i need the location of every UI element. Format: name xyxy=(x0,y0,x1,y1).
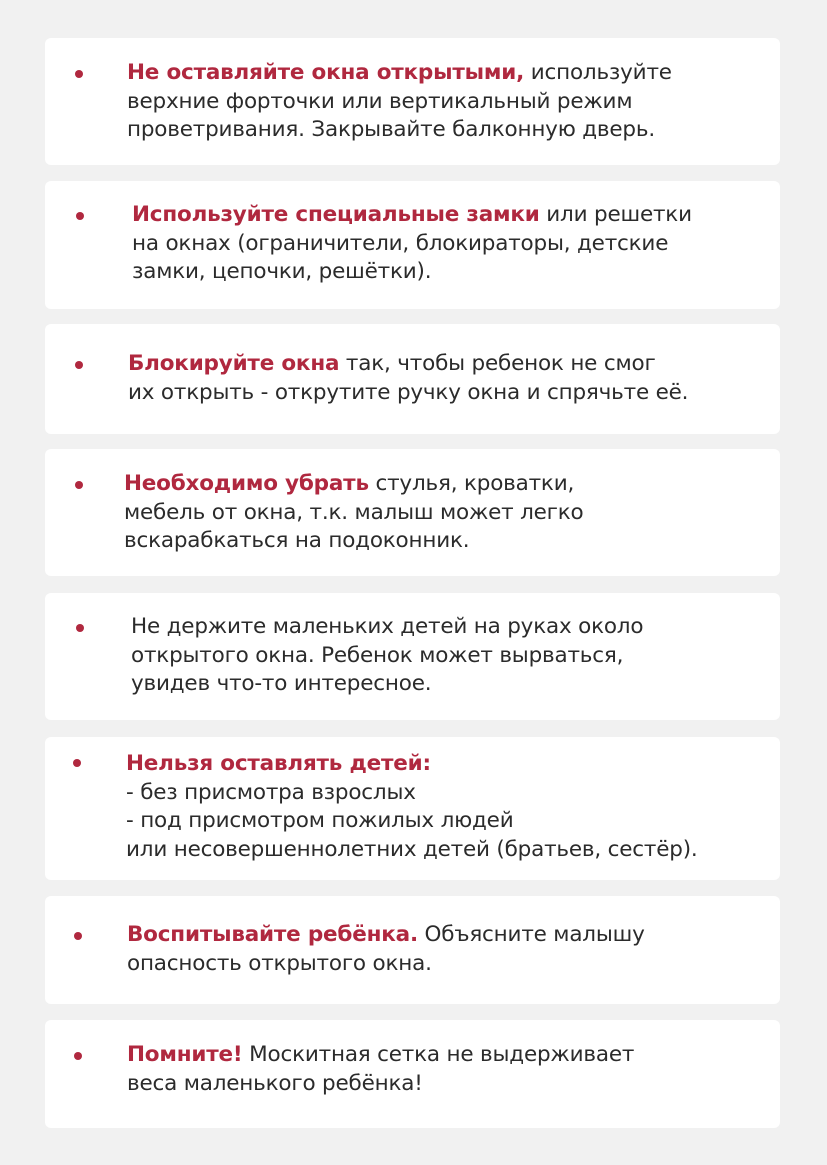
bullet-icon xyxy=(73,759,81,767)
bullet-icon xyxy=(75,361,83,369)
tip-card-dont-hold-children xyxy=(45,593,780,720)
tip-text: Воспитывайте ребёнка. Объясните малышу опасность открытого окна. xyxy=(127,922,645,976)
tip-highlight: Помните! xyxy=(127,1042,243,1067)
bullet-icon xyxy=(74,1052,82,1060)
bullet-icon xyxy=(76,624,84,632)
tip-card-remember-mosquito-net xyxy=(45,1020,780,1128)
tip-highlight: Необходимо убрать xyxy=(124,471,369,496)
tip-card-special-locks xyxy=(45,181,780,309)
tip-text: Не оставляйте окна открытыми, используйте верхние форточки или вертикальный режим проветривания. Закрывайте балконную дверь. xyxy=(127,60,672,142)
tip-card-dont-leave-children xyxy=(45,737,780,880)
tip-text: Необходимо убрать стулья, кроватки, мебель от окна, т.к. малыш может легко вскарабкаться на подоконник. xyxy=(124,471,584,553)
bullet-icon xyxy=(74,932,82,940)
tip-text: Помните! Москитная сетка не выдерживает веса маленького ребёнка! xyxy=(127,1042,635,1096)
tip-card-educate-child xyxy=(45,896,780,1004)
tip-text: Нельзя оставлять детей: - без присмотра взрослых - под присмотром пожилых людей или несовершеннолетних детей (братьев, сестёр). xyxy=(126,751,698,862)
tip-highlight: Нельзя оставлять детей: xyxy=(126,751,431,776)
tip-text: Используйте специальные замки или решетки на окнах (ограничители, блокираторы, детские замки, цепочки, решётки). xyxy=(132,202,692,284)
tip-highlight: Блокируйте окна xyxy=(128,351,340,376)
tip-card-open-windows xyxy=(45,38,780,165)
tip-card-block-windows xyxy=(45,324,780,434)
tip-text: Блокируйте окна так, чтобы ребенок не смог их открыть - открутите ручку окна и спрячьте её. xyxy=(128,351,689,405)
bullet-icon xyxy=(75,70,83,78)
tip-text: Не держите маленьких детей на руках около открытого окна. Ребенок может вырваться, увидев что-то интересное. xyxy=(131,614,644,696)
tip-card-remove-furniture xyxy=(45,449,780,576)
tip-highlight: Воспитывайте ребёнка. xyxy=(127,922,418,947)
tip-highlight: Используйте специальные замки xyxy=(132,202,540,227)
bullet-icon xyxy=(75,481,83,489)
bullet-icon xyxy=(76,212,84,220)
tip-highlight: Не оставляйте окна открытыми, xyxy=(127,60,525,85)
